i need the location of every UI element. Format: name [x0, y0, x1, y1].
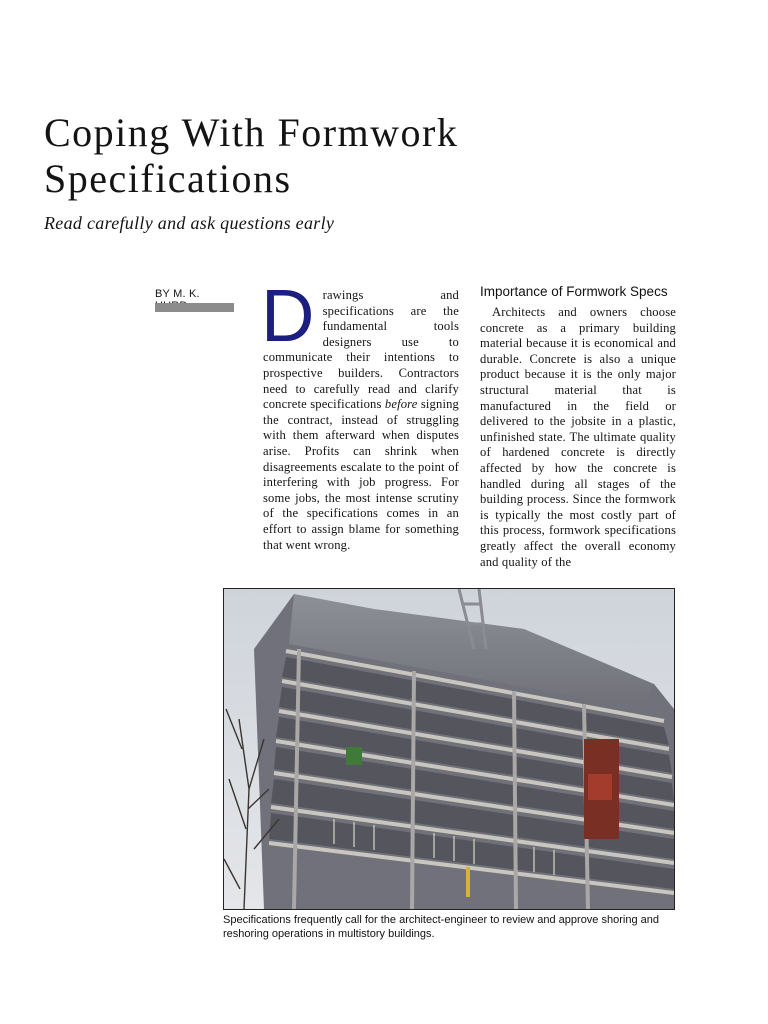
article-subtitle: Read carefully and ask questions early — [44, 213, 335, 233]
drop-cap: D — [261, 274, 315, 357]
column-1-emphasis: before — [384, 397, 418, 412]
column-2: Architects and owners choose concrete as a primary building material because it is economical and durable. Concrete is also a unique product because it is the only major structural material that is manufactured in the field or delivered to the jobsite in a plastic, unfinished state. The ultimate quality of hardened concrete is directly affected by how the concrete is handled during all stages of the building process. Since the formwork is typically the most costly part of this process, formwork specifications greatly affect the overall economy and quality of the — [480, 305, 676, 569]
section-heading: Importance of Formwork Specs — [480, 284, 668, 299]
building-illustration — [224, 589, 674, 909]
title-line-1: Coping With Formwork — [44, 110, 459, 155]
author-byline: BY M. K. — [155, 288, 200, 300]
column-1-text-b: signing the contract, instead of struggling with them afterward when disputes arise. Profits can shrink when disagreements escalate to the point of interfering with job progress. For some jobs, the most intense scrutiny of the specifications comes in an effort to assign blame for something that went wrong. — [263, 397, 459, 552]
byline-bar — [155, 303, 234, 312]
article-title — [44, 110, 724, 202]
column-1-text-a: rawings and specifications are the fundamental tools designers use to communicate their intentions to prospective builders. Contractors need to carefully read and clarify concrete specifications — [263, 288, 459, 412]
figure-caption: Specifications frequently call for the architect-engineer to review and approve shoring and reshoring operations in multistory buildings. — [223, 914, 659, 940]
column-1 — [261, 274, 459, 553]
building-photo — [223, 588, 675, 910]
title-line-2: Specifications — [44, 156, 292, 201]
